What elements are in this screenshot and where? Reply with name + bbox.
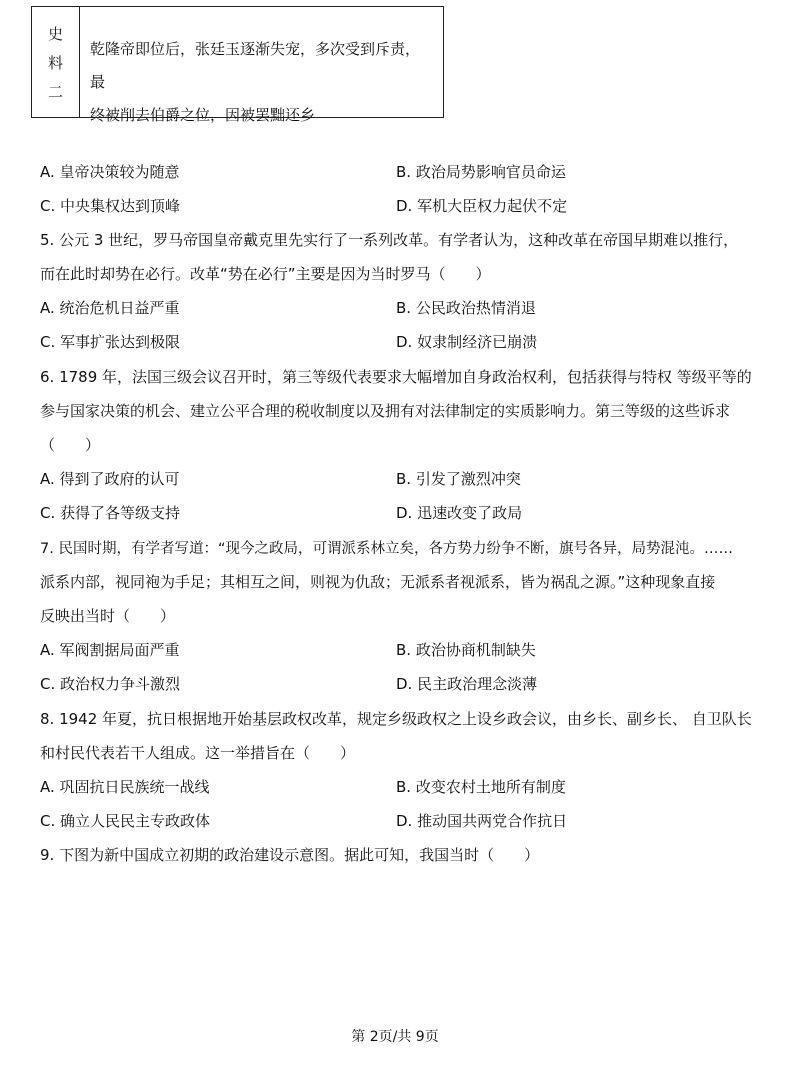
q4-option-b: B. 政治局势影响官员命运 (396, 163, 566, 181)
source-label-char: 二 (47, 82, 63, 101)
source-text-line: 终被削去伯爵之位，因被罢黜还乡 (90, 106, 316, 124)
q7-stem-line: 7. 民国时期，有学者写道：“现今之政局，可谓派系林立矣，各方势力纷争不断，旗号各异，局势混沌。…… (40, 541, 733, 557)
source-label-char: 史 (47, 24, 63, 43)
source-text-line: 乾隆帝即位后，张廷玉逐渐失宠，多次受到斥责，最 (90, 40, 421, 91)
q5-option-c: C. 军事扩张达到极限 (40, 333, 181, 351)
q5-stem-line: 而在此时却势在必行。改革“势在必行”主要是因为当时罗马（ ） (40, 265, 491, 283)
q8-option-b: B. 改变农村土地所有制度 (396, 778, 566, 796)
q7-option-c: C. 政治权力争斗激烈 (40, 675, 181, 693)
q5-option-b: B. 公民政治热情消退 (396, 299, 536, 317)
q7-stem-line: 派系内部，视同袍为手足；其相互之间，则视为仇敌；无派系者视派系，皆为祸乱之源。”这种现象直接 (40, 573, 716, 591)
q8-stem-line: 和村民代表若干人组成。这一举措旨在（ ） (40, 744, 356, 762)
page-number-footer: 第 2页/共 9页 (351, 1029, 439, 1045)
q6-stem-line: 参与国家决策的机会、建立公平合理的税收制度以及拥有对法律制定的实质影响力。第三等级的这些诉求 (40, 402, 731, 420)
q8-stem-line: 8. 1942 年夏，抗日根据地开始基层政权改革，规定乡级政权之上设乡政会议，由乡长、副乡长、 自卫队长 (40, 710, 752, 728)
q4-option-a: A. 皇帝决策较为随意 (40, 163, 180, 181)
source-label-char: 料 (47, 53, 63, 72)
q5-stem-line: 5. 公元 3 世纪，罗马帝国皇帝戴克里先实行了一系列改革。有学者认为，这种改革在帝国早期难以推行， (40, 231, 739, 249)
q6-option-c: C. 获得了各等级支持 (40, 504, 181, 522)
q6-option-a: A. 得到了政府的认可 (40, 470, 180, 488)
q8-option-a: A. 巩固抗日民族统一战线 (40, 778, 210, 796)
q7-option-b: B. 政治协商机制缺失 (396, 641, 536, 659)
q6-stem-line: 6. 1789 年，法国三级会议召开时，第三等级代表要求大幅增加自身政治权利，包括获得与特权 等级平等的 (40, 368, 752, 386)
q4-option-c: C. 中央集权达到顶峰 (40, 197, 181, 215)
q8-option-d: D. 推动国共两党合作抗日 (396, 812, 568, 830)
q6-option-d: D. 迅速改变了政局 (396, 504, 523, 522)
q7-option-a: A. 军阀割据局面严重 (40, 641, 180, 659)
q5-option-a: A. 统治危机日益严重 (40, 299, 180, 317)
source-text (80, 7, 443, 124)
source-material-table (31, 6, 444, 124)
source-label (32, 7, 80, 117)
q5-option-d: D. 奴隶制经济已崩溃 (396, 333, 538, 351)
q7-option-d: D. 民主政治理念淡薄 (396, 675, 538, 693)
q6-stem-line: （ ） (40, 436, 101, 454)
q4-option-d: D. 军机大臣权力起伏不定 (396, 197, 568, 215)
q8-option-c: C. 确立人民民主专政政体 (40, 812, 211, 830)
q9-stem-line: 9. 下图为新中国成立初期的政治建设示意图。据此可知，我国当时（ ） (40, 846, 540, 864)
q7-stem-line: 反映出当时（ ） (40, 607, 176, 625)
q6-option-b: B. 引发了激烈冲突 (396, 470, 521, 488)
